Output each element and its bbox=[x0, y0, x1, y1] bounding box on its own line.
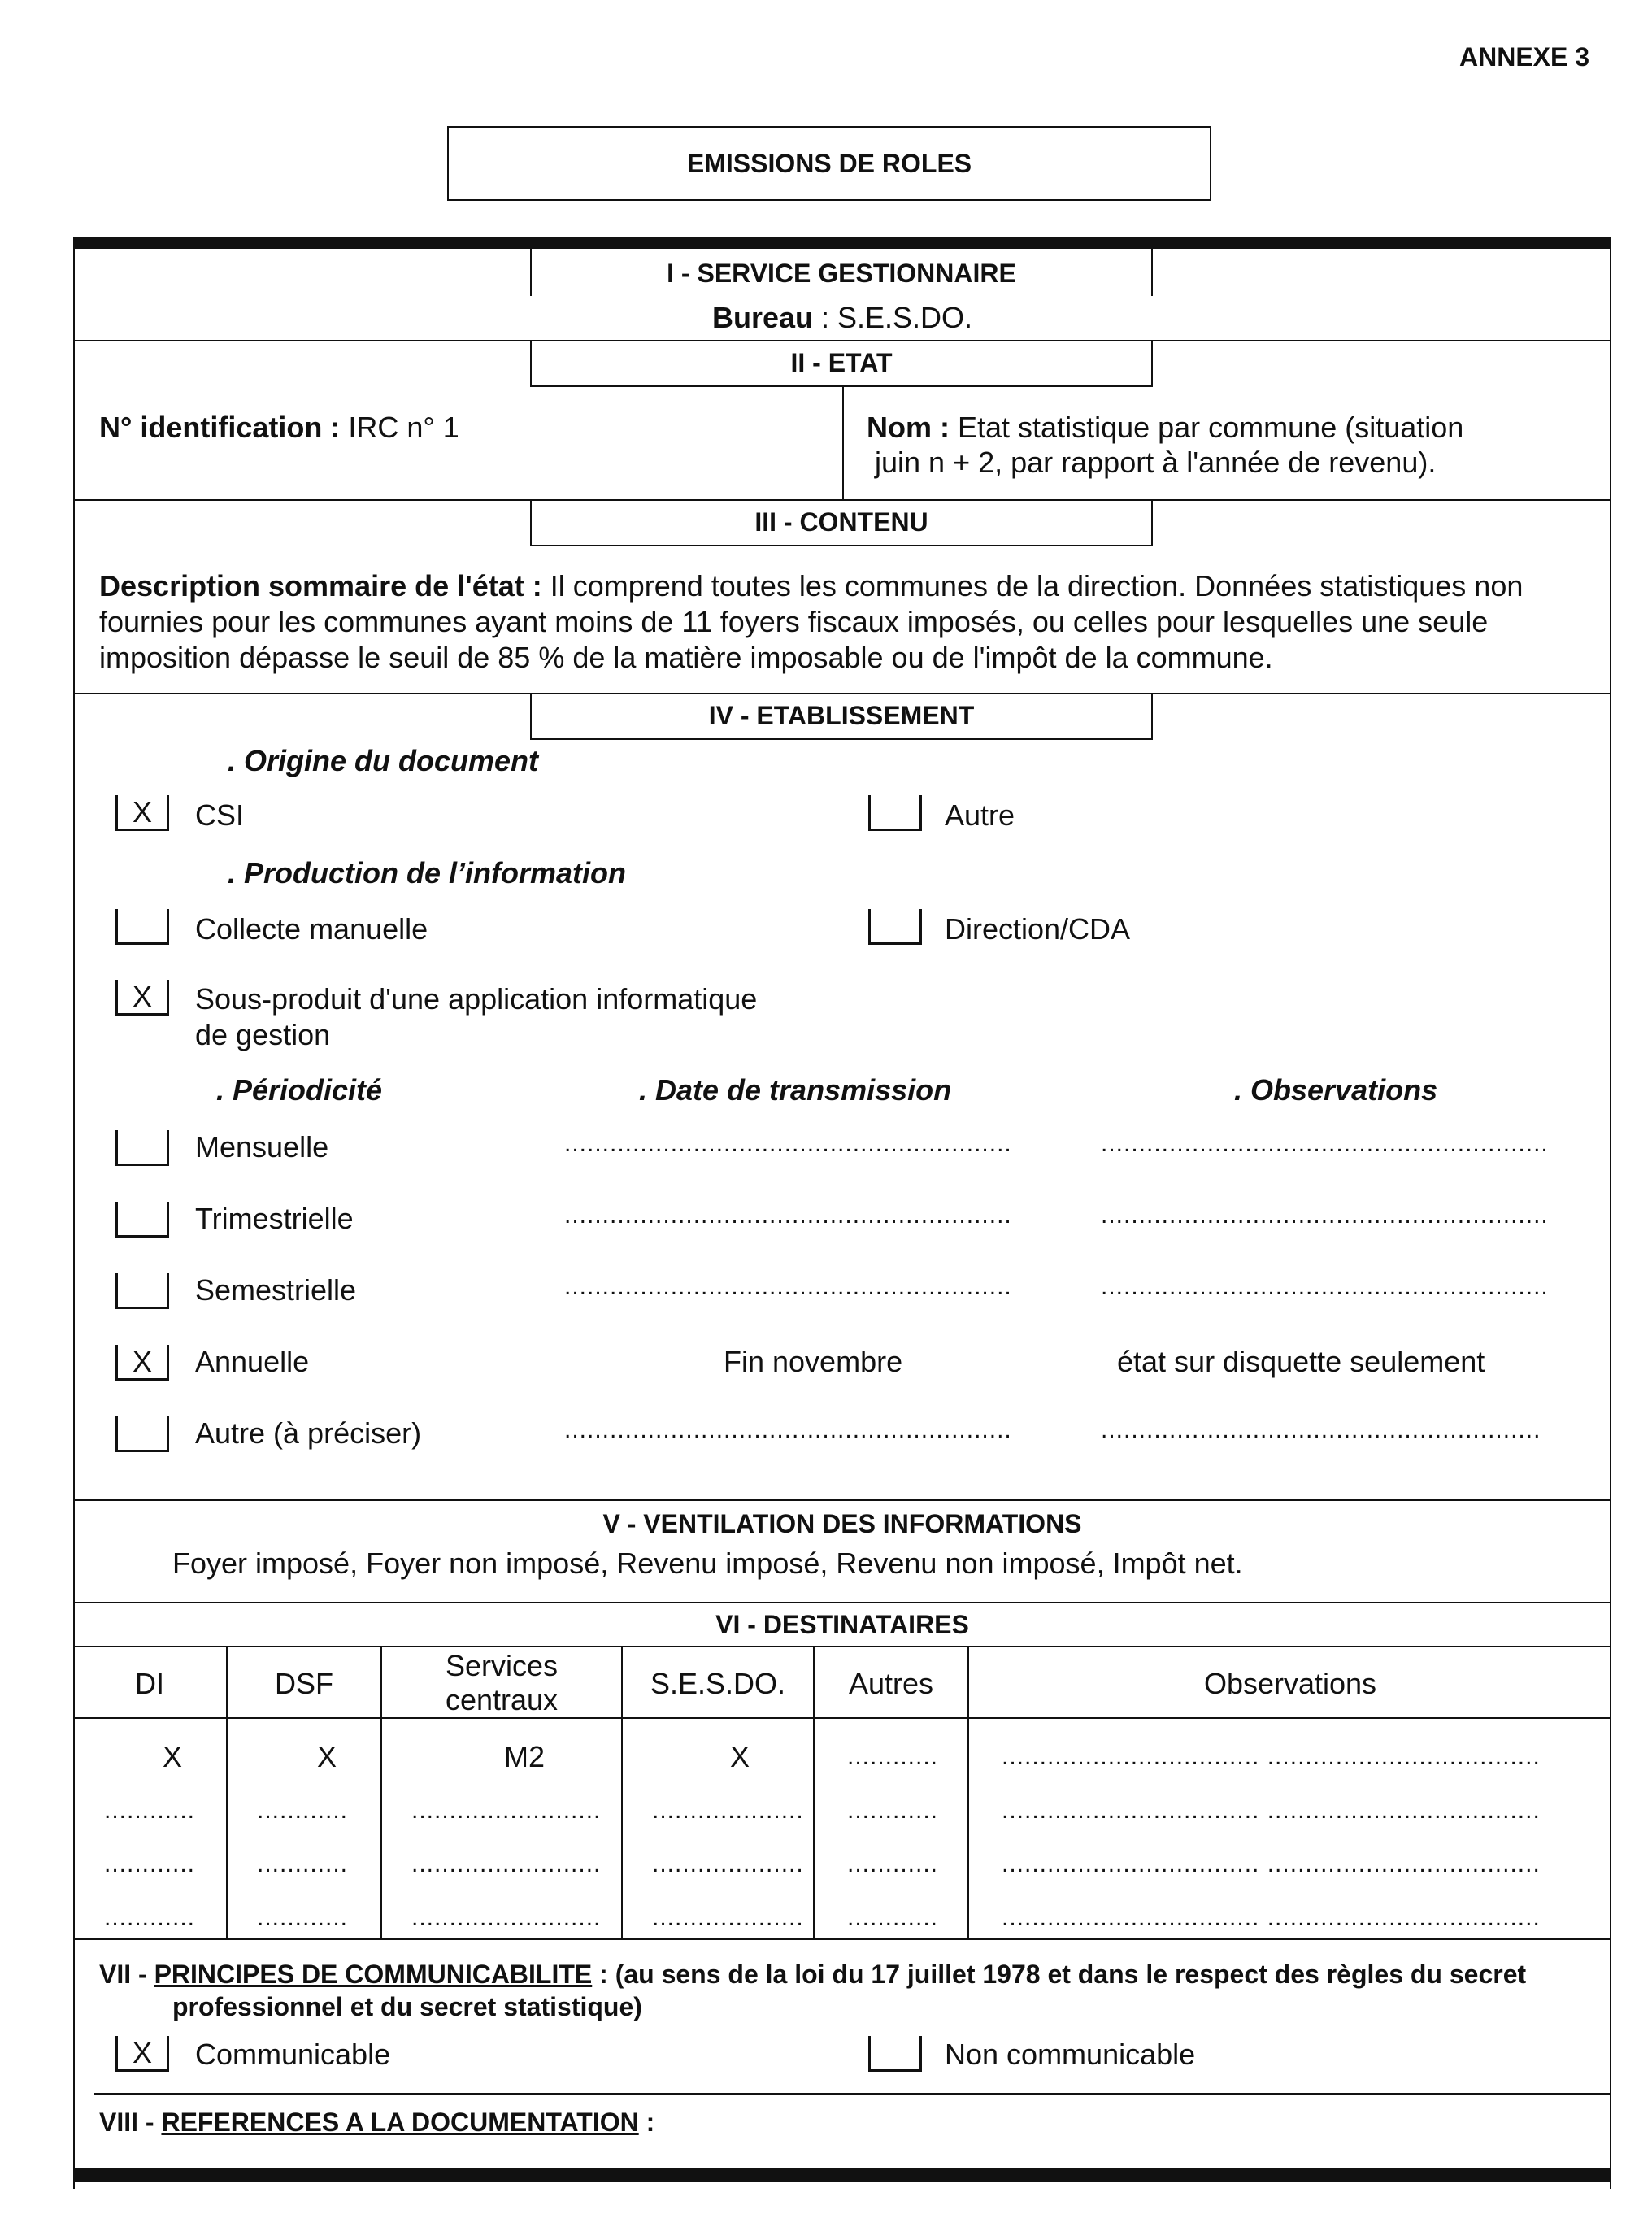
references-prefix: VIII - bbox=[99, 2108, 162, 2137]
cell-di: X bbox=[163, 1740, 183, 1773]
production-title: . Production de l’information bbox=[228, 856, 626, 890]
date-annuelle: Fin novembre bbox=[724, 1345, 903, 1378]
section-header-ventilation: V - VENTILATION DES INFORMATIONS bbox=[602, 1509, 1082, 1538]
identification-label: N° identification : bbox=[99, 411, 349, 444]
date-trimestrielle[interactable]: ........................................................... bbox=[564, 1202, 1012, 1229]
description-text-1: Il comprend toutes les communes de la direction. Données statistiques non bbox=[550, 569, 1524, 603]
label-sous-produit: Sous-produit d'une application informatique bbox=[195, 982, 758, 1016]
divider bbox=[73, 1938, 1611, 1940]
section-header-contenu: III - CONTENU bbox=[530, 499, 1153, 546]
section-header-etablissement: IV - ETABLISSEMENT bbox=[530, 693, 1153, 740]
obs-annuelle: état sur disquette seulement bbox=[1117, 1345, 1485, 1378]
label-non-communicable: Non communicable bbox=[945, 2038, 1196, 2071]
cell-sesdo-blank[interactable]: .................... bbox=[652, 1797, 804, 1824]
col-header-di: DI bbox=[135, 1667, 164, 1700]
label-semestrielle: Semestrielle bbox=[195, 1273, 357, 1307]
cell-services-blank[interactable]: ......................... bbox=[411, 1851, 602, 1877]
identification-line bbox=[99, 411, 459, 445]
col-header-centraux: centraux bbox=[445, 1683, 559, 1716]
cell-dsf-blank[interactable]: ............ bbox=[257, 1851, 349, 1877]
cell-dsf-blank[interactable]: ............ bbox=[257, 1904, 349, 1931]
cell-autres-blank[interactable]: ............ bbox=[847, 1797, 939, 1824]
section-header-etat: II - ETAT bbox=[530, 340, 1153, 387]
divider bbox=[842, 387, 844, 501]
divider bbox=[73, 1717, 1611, 1719]
label-sous-produit-line2: de gestion bbox=[195, 1018, 331, 1051]
bureau-label: Bureau bbox=[711, 301, 813, 334]
cell-autres[interactable]: ............ bbox=[847, 1743, 939, 1770]
references-title: REFERENCES A LA DOCUMENTATION bbox=[161, 2108, 639, 2137]
checkbox-communicable[interactable]: X bbox=[115, 2036, 169, 2072]
section-header-destinataires: VI - DESTINATAIRES bbox=[715, 1610, 969, 1639]
checkbox-mensuelle[interactable] bbox=[115, 1130, 169, 1166]
description-line-2: fournies pour les communes ayant moins de 11 foyers fiscaux imposés, ou celles pour lesquelles une seule bbox=[99, 605, 1489, 638]
cell-sesdo-blank[interactable]: .................... bbox=[652, 1851, 804, 1877]
col-header-sesdo: S.E.S.DO. bbox=[650, 1667, 786, 1700]
label-csi: CSI bbox=[195, 798, 245, 832]
obs-semestrielle[interactable]: ........................................................... bbox=[1101, 1273, 1549, 1300]
annex-label: ANNEXE 3 bbox=[1459, 42, 1590, 72]
communicabilite-heading bbox=[99, 1960, 1526, 1990]
col-header-autres: Autres bbox=[848, 1667, 934, 1700]
label-autre-origine: Autre bbox=[945, 798, 1015, 832]
communicabilite-rest: : (au sens de la loi du 17 juillet 1978 et dans le respect des règles du secret bbox=[592, 1960, 1527, 1989]
checkbox-trimestrielle[interactable] bbox=[115, 1202, 169, 1238]
communicabilite-prefix: VII - bbox=[99, 1960, 154, 1989]
description-line-1 bbox=[99, 569, 1523, 603]
bottom-thick-rule bbox=[73, 2168, 1611, 2182]
cell-services-blank[interactable]: ......................... bbox=[411, 1797, 602, 1824]
communicabilite-rest-line2: professionnel et du secret statistique) bbox=[172, 1992, 642, 2021]
checkbox-annuelle[interactable]: X bbox=[115, 1345, 169, 1381]
description-line-3: imposition dépasse le seuil de 85 % de la matière imposable ou de l'impôt de la commune. bbox=[99, 641, 1273, 674]
checkbox-direction-cda[interactable] bbox=[868, 909, 922, 945]
periodicite-title: . Périodicité bbox=[216, 1073, 383, 1107]
cell-observations[interactable]: .................................. .................................... bbox=[1002, 1743, 1541, 1770]
observations-title: . Observations bbox=[1234, 1073, 1438, 1107]
date-transmission-title: . Date de transmission bbox=[639, 1073, 952, 1107]
nom-value: Etat statistique par commune (situation bbox=[958, 411, 1464, 444]
label-communicable: Communicable bbox=[195, 2038, 391, 2071]
nom-line-1 bbox=[867, 411, 1463, 445]
top-thick-rule bbox=[73, 237, 1611, 249]
cell-services: M2 bbox=[504, 1740, 546, 1773]
document-title: EMISSIONS DE ROLES bbox=[447, 126, 1211, 201]
col-header-observations: Observations bbox=[1203, 1667, 1377, 1700]
cell-autres-blank[interactable]: ............ bbox=[847, 1851, 939, 1877]
checkbox-autre-origine[interactable] bbox=[868, 795, 922, 831]
cell-di-blank[interactable]: ............ bbox=[104, 1904, 196, 1931]
cell-di-blank[interactable]: ............ bbox=[104, 1851, 196, 1877]
cell-services-blank[interactable]: ......................... bbox=[411, 1904, 602, 1931]
divider bbox=[73, 1499, 1611, 1501]
cell-autres-blank[interactable]: ............ bbox=[847, 1904, 939, 1931]
obs-mensuelle[interactable]: ........................................................... bbox=[1101, 1130, 1549, 1157]
references-heading bbox=[99, 2108, 654, 2138]
date-autre[interactable]: ........................................................... bbox=[564, 1416, 1012, 1443]
communicabilite-title: PRINCIPES DE COMMUNICABILITE bbox=[154, 1960, 593, 1989]
cell-dsf-blank[interactable]: ............ bbox=[257, 1797, 349, 1824]
checkbox-sous-produit[interactable]: X bbox=[115, 980, 169, 1016]
cell-di-blank[interactable]: ............ bbox=[104, 1797, 196, 1824]
cell-observations-blank[interactable]: .................................. .................................... bbox=[1002, 1904, 1541, 1931]
description-label: Description sommaire de l'état : bbox=[99, 569, 550, 603]
label-autre-periodicite: Autre (à préciser) bbox=[195, 1416, 422, 1450]
checkbox-non-communicable[interactable] bbox=[868, 2036, 922, 2072]
cell-sesdo-blank[interactable]: .................... bbox=[652, 1904, 804, 1931]
obs-autre[interactable]: .......................................................... bbox=[1101, 1416, 1541, 1443]
label-mensuelle: Mensuelle bbox=[195, 1130, 329, 1164]
bureau-line bbox=[73, 301, 1611, 335]
nom-label: Nom : bbox=[867, 411, 958, 444]
bureau-value: : S.E.S.DO. bbox=[812, 301, 973, 334]
section-header-service: I - SERVICE GESTIONNAIRE bbox=[530, 249, 1153, 296]
origine-title: . Origine du document bbox=[228, 744, 539, 777]
divider bbox=[73, 1646, 1611, 1647]
divider bbox=[94, 2093, 1611, 2095]
ventilation-text: Foyer imposé, Foyer non imposé, Revenu imposé, Revenu non imposé, Impôt net. bbox=[172, 1546, 1243, 1580]
identification-value: IRC n° 1 bbox=[348, 411, 459, 444]
obs-trimestrielle[interactable]: ........................................................... bbox=[1101, 1202, 1549, 1229]
cell-sesdo: X bbox=[730, 1740, 750, 1773]
date-mensuelle[interactable]: ........................................................... bbox=[564, 1130, 1012, 1157]
label-trimestrielle: Trimestrielle bbox=[195, 1202, 354, 1235]
label-collecte-manuelle: Collecte manuelle bbox=[195, 912, 428, 946]
divider bbox=[73, 1602, 1611, 1603]
cell-observations-blank[interactable]: .................................. .................................... bbox=[1002, 1797, 1541, 1824]
checkbox-csi[interactable]: X bbox=[115, 795, 169, 831]
col-header-dsf: DSF bbox=[275, 1667, 333, 1700]
label-annuelle: Annuelle bbox=[195, 1345, 310, 1378]
cell-observations-blank[interactable]: .................................. .................................... bbox=[1002, 1851, 1541, 1877]
checkbox-autre-periodicite[interactable] bbox=[115, 1416, 169, 1452]
references-suffix: : bbox=[638, 2108, 655, 2137]
checkbox-semestrielle[interactable] bbox=[115, 1273, 169, 1309]
date-semestrielle[interactable]: ........................................................... bbox=[564, 1273, 1012, 1300]
checkbox-collecte-manuelle[interactable] bbox=[115, 909, 169, 945]
cell-dsf: X bbox=[317, 1740, 337, 1773]
label-direction-cda: Direction/CDA bbox=[945, 912, 1131, 946]
nom-line-2: juin n + 2, par rapport à l'année de revenu). bbox=[875, 446, 1437, 479]
col-header-services: Services bbox=[445, 1649, 559, 1682]
